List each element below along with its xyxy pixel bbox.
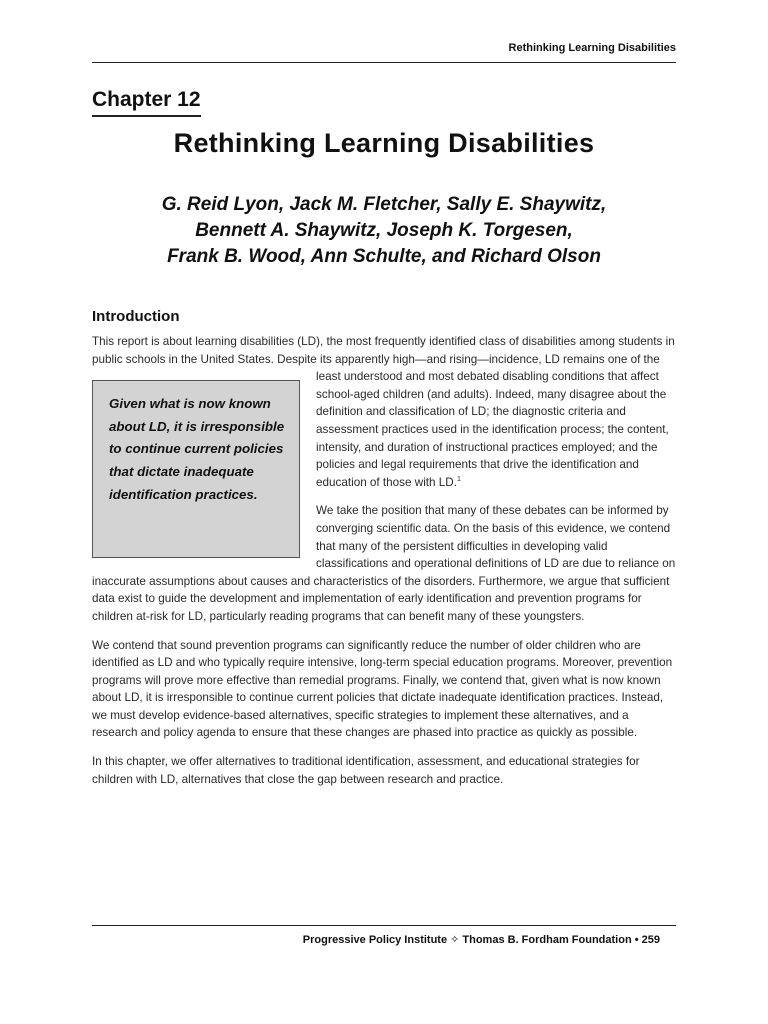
chapter-label: Chapter 12 bbox=[92, 88, 201, 117]
paragraph: We contend that sound prevention programs can significantly reduce the number of older children who are identified as LD and who typically require intensive, long-term special education programs. Moreover, prevention programs will prove more effective than remedial programs. Finally, we contend that, given what is now known about LD, it is irresponsible to continue current policies that dictate inadequate identification practices. Instead, we must develop evidence-based alternatives, specific strategies to implement these alternatives, and a research and policy agenda to ensure that these changes are phased into practice as quickly as possible. bbox=[92, 638, 673, 740]
chapter-title: Rethinking Learning Disabilities bbox=[173, 128, 595, 158]
authors bbox=[0, 192, 768, 270]
paragraph bbox=[92, 333, 676, 502]
footnote-ref: 1 bbox=[457, 475, 461, 483]
section-heading: Introduction bbox=[92, 308, 180, 325]
paragraph-1-text-b: affect school-aged children (and adults). Indeed, many disagree about the definition and classification of LD; the diagnostic criteria and assessment practices used in the identification process; the content, intensity, and duration of instructional practices employed; and the policies and legal requirements that drive the identification and education of those with LD. bbox=[316, 370, 669, 489]
footer: Progressive Policy Institute ✧ Thomas B. Fordham Foundation • 259 bbox=[302, 934, 660, 946]
author-line: G. Reid Lyon, Jack M. Fletcher, Sally E. Shaywitz, bbox=[161, 194, 607, 215]
paragraph: We take the position that many of these debates can be informed by converging scientific data. On the basis of this evidence, we contend that many of the persistent difficulties in developing valid classifications and operational definitions of LD are due to reliance on inaccurate assumptions about causes and characteristics of the disorders. Furthermore, we argue that sufficient data exist to guide the development and implementation of early identification and prevention programs for children at-risk for LD, particularly reading programs that can benefit many of these youngsters. bbox=[92, 504, 676, 623]
header-rule bbox=[92, 62, 676, 63]
running-head: Rethinking Learning Disabilities bbox=[508, 42, 676, 54]
body-text bbox=[92, 333, 676, 799]
author-line: Frank B. Wood, Ann Schulte, and Richard Olson bbox=[167, 246, 601, 267]
author-line: Bennett A. Shaywitz, Joseph K. Torgesen, bbox=[195, 220, 573, 241]
paragraph-1-text-a: This report is about learning disabilities (LD), the most frequently identified class of disabilities among students in public schools in the United States. Despite its apparently high—and rising—incidence, LD remains one of the least understood and most debated disabling conditions that bbox=[92, 335, 675, 384]
paragraph: In this chapter, we offer alternatives to traditional identification, assessment, and educational strategies for children with LD, alternatives that close the gap between research and practice. bbox=[92, 755, 640, 786]
footer-rule bbox=[92, 925, 676, 926]
pullquote-box: Given what is now known about LD, it is irresponsible to continue current policies that dictate inadequate identification practices. bbox=[92, 380, 300, 558]
